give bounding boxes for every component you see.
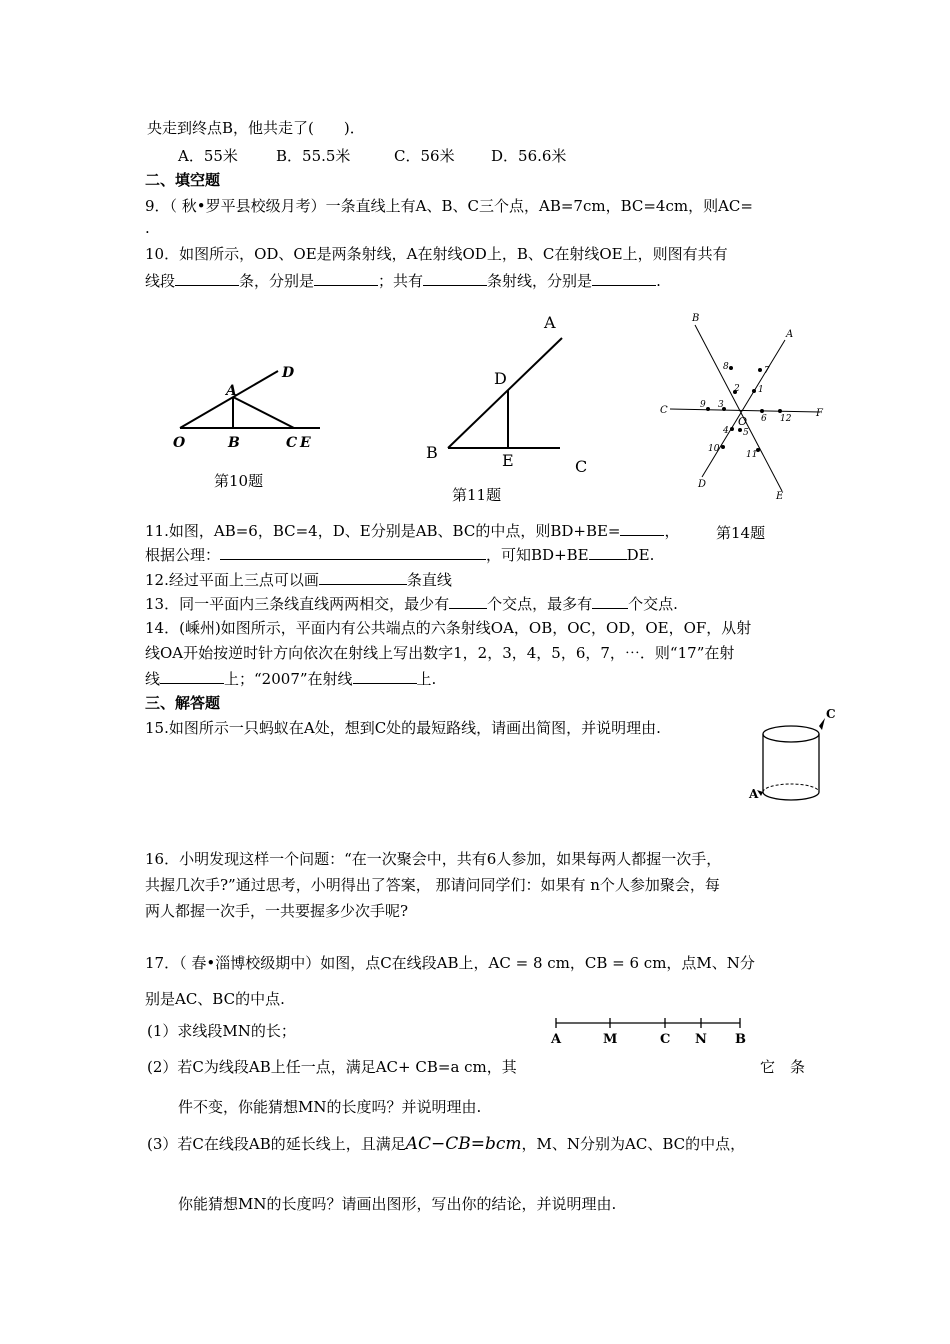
fig10-label-d: D bbox=[282, 365, 295, 381]
fig14-num-5: 5 bbox=[743, 428, 749, 438]
fig14-num-6: 6 bbox=[761, 414, 767, 424]
q10-text-a: 线段 bbox=[145, 272, 176, 290]
fig14-label-o: O bbox=[738, 415, 748, 428]
cylinder-label-c: C bbox=[826, 707, 836, 721]
q13-text-b: 个交点，最多有 bbox=[487, 595, 593, 613]
cylinder-figure bbox=[748, 704, 838, 808]
fig14-num-2: 2 bbox=[734, 384, 740, 394]
q10-line2 bbox=[145, 270, 661, 291]
segment-label-n: N bbox=[695, 1032, 707, 1047]
q10-text-c: ；共有 bbox=[378, 272, 424, 290]
q13-text-a: 13．同一平面内三条线直线两两相交，最少有 bbox=[145, 595, 450, 613]
q13-text-c: 个交点. bbox=[628, 595, 678, 613]
q11-line1 bbox=[145, 520, 680, 541]
fig14-num-4: 4 bbox=[723, 426, 729, 436]
q17-part2-b: 它 条 bbox=[760, 1058, 806, 1076]
fig11-label-a: A bbox=[544, 313, 556, 332]
q15-text: 15.如图所示一只蚂蚁在A处，想到C处的最短路线，请画出简图，并说明理由. bbox=[145, 719, 661, 737]
q16-line2: 共握几次手?”通过思考，小明得出了答案， 那请问同学们：如果有 n个人参加聚会，每 bbox=[145, 876, 720, 894]
segment-label-m: M bbox=[603, 1032, 618, 1047]
q13-line bbox=[145, 593, 678, 614]
q17-part3-line bbox=[147, 1134, 745, 1154]
segment-ab-figure bbox=[548, 1015, 748, 1049]
q10-text-e: . bbox=[656, 272, 661, 290]
q8-option-b: B．55.5米 bbox=[276, 147, 351, 165]
fig11-caption: 第11题 bbox=[452, 486, 502, 504]
q10-text-d: 条射线，分别是 bbox=[487, 272, 593, 290]
q11-line2 bbox=[145, 544, 654, 565]
q14-line3 bbox=[145, 668, 436, 689]
fig14-num-12: 12 bbox=[780, 414, 792, 424]
q10-blank-2[interactable] bbox=[314, 270, 378, 286]
segment-label-a: A bbox=[551, 1032, 562, 1047]
q17-math: AC−CB=bcm bbox=[405, 1134, 522, 1154]
fig11-label-d: D bbox=[494, 369, 507, 388]
fig11-label-e: E bbox=[502, 451, 514, 470]
section-fill-in-heading: 二、填空题 bbox=[145, 171, 221, 189]
q10-line1: 10．如图所示，OD、OE是两条射线，A在射线OD上，B、C在射线OE上，则图有共有 bbox=[145, 245, 728, 263]
q17-part2-a: (2）若C为线段AB上任一点，满足AC+ CB=a cm，其 bbox=[147, 1058, 517, 1076]
q14-line1: 14．(嵊州)如图所示，平面内有公共端点的六条射线OA，OB，OC，OD，OE，OF，从射 bbox=[145, 619, 752, 637]
fig14-num-7: 7 bbox=[764, 366, 770, 376]
fig10-label-e: E bbox=[300, 435, 311, 451]
q17-part3-c: 你能猜想MN的长度吗？请画出图形，写出你的结论，并说明理由. bbox=[178, 1195, 617, 1213]
figure-10 bbox=[170, 355, 340, 455]
fig14-label-b: B bbox=[692, 313, 700, 324]
q8-option-a: A．55米 bbox=[178, 147, 238, 165]
q14-blank-2[interactable] bbox=[353, 668, 417, 684]
q17-part2-c: 件不变，你能猜想MN的长度吗？并说明理由. bbox=[178, 1098, 482, 1116]
q8-continuation: 央走到终点B，他共走了( )． bbox=[147, 119, 365, 137]
q14-line2: 线OA开始按逆时针方向依次在射线上写出数字1，2，3，4，5，6，7，⋯．则“17”在射 bbox=[145, 644, 735, 662]
q11-text-b: ， bbox=[664, 522, 680, 540]
q8-option-d: D．56.6米 bbox=[491, 147, 567, 165]
fig10-label-a: A bbox=[226, 383, 237, 399]
q10-blank-4[interactable] bbox=[592, 270, 656, 286]
fig10-label-o: O bbox=[173, 435, 186, 451]
fig11-label-b: B bbox=[426, 443, 438, 462]
fig14-caption: 第14题 bbox=[716, 524, 766, 542]
fig14-num-11: 11 bbox=[746, 450, 758, 460]
fig14-label-a: A bbox=[786, 329, 794, 340]
figure-11 bbox=[420, 310, 595, 480]
fig11-label-c: C bbox=[575, 457, 588, 476]
q11-text-d: ，可知BD+BE bbox=[486, 546, 589, 564]
fig14-label-f: F bbox=[816, 408, 823, 419]
q11-text-c: 根据公理： bbox=[145, 546, 221, 564]
q12-line bbox=[145, 569, 452, 590]
q12-blank[interactable] bbox=[319, 569, 407, 585]
q12-text-b: 条直线 bbox=[406, 571, 452, 589]
q14-text-b: 上；“2007”在射线 bbox=[224, 670, 353, 688]
q13-blank-1[interactable] bbox=[449, 593, 487, 609]
cylinder-label-a: A bbox=[749, 787, 759, 801]
fig14-label-d: D bbox=[698, 479, 707, 490]
fig14-num-3: 3 bbox=[718, 400, 724, 410]
q9-line1: 9．（ 秋•罗平县校级月考）一条直线上有A、B、C三个点，AB=7cm，BC=4cm，则AC= bbox=[145, 197, 753, 215]
q11-text-e: DE. bbox=[626, 546, 655, 564]
q10-text-b: 条，分别是 bbox=[239, 272, 315, 290]
q11-blank-2[interactable] bbox=[220, 544, 486, 560]
segment-label-b: B bbox=[735, 1032, 746, 1047]
q17-part3-b: ，M、N分别为AC、BC的中点， bbox=[521, 1135, 746, 1153]
q11-blank-3[interactable] bbox=[589, 544, 627, 560]
fig14-num-8: 8 bbox=[723, 362, 729, 372]
q16-line3: 两人都握一次手，一共要握多少次手呢? bbox=[145, 902, 409, 920]
q11-blank-1[interactable] bbox=[620, 520, 664, 536]
fig14-label-e: E bbox=[776, 491, 784, 502]
q11-text-a: 11.如图，AB=6，BC=4，D、E分别是AB、BC的中点，则BD+BE= bbox=[145, 522, 621, 540]
fig10-label-b: B bbox=[228, 435, 240, 451]
q10-blank-3[interactable] bbox=[423, 270, 487, 286]
fig14-num-10: 10 bbox=[708, 444, 720, 454]
q13-blank-2[interactable] bbox=[592, 593, 628, 609]
q8-option-c: C．56米 bbox=[394, 147, 455, 165]
section-answer-heading: 三、解答题 bbox=[145, 694, 221, 712]
q14-text-a: 线 bbox=[145, 670, 161, 688]
fig14-label-c: C bbox=[660, 405, 668, 416]
q17-part3-a: (3）若C在线段AB的延长线上，且满足 bbox=[147, 1135, 406, 1153]
q17-line2: 别是AC、BC的中点. bbox=[145, 990, 285, 1008]
q12-text-a: 12.经过平面上三点可以画 bbox=[145, 571, 319, 589]
q14-text-c: 上. bbox=[416, 670, 437, 688]
q9-line2: . bbox=[145, 219, 150, 237]
q10-blank-1[interactable] bbox=[175, 270, 239, 286]
fig14-num-1: 1 bbox=[758, 385, 764, 395]
fig14-num-9: 9 bbox=[700, 400, 706, 410]
fig10-caption: 第10题 bbox=[214, 472, 264, 490]
segment-label-c: C bbox=[660, 1032, 671, 1047]
fig10-label-c: C bbox=[286, 435, 298, 451]
q17-part1: (1）求线段MN的长； bbox=[147, 1022, 296, 1040]
q14-blank-1[interactable] bbox=[160, 668, 224, 684]
q17-line1: 17．（ 春•淄博校级期中）如图，点C在线段AB上，AC = 8 cm，CB = 6 cm，点M、N分 bbox=[145, 954, 755, 972]
figure-14 bbox=[650, 305, 830, 505]
q16-line1: 16．小明发现这样一个问题：“在一次聚会中，共有6人参加，如果每两人都握一次手， bbox=[145, 850, 722, 868]
